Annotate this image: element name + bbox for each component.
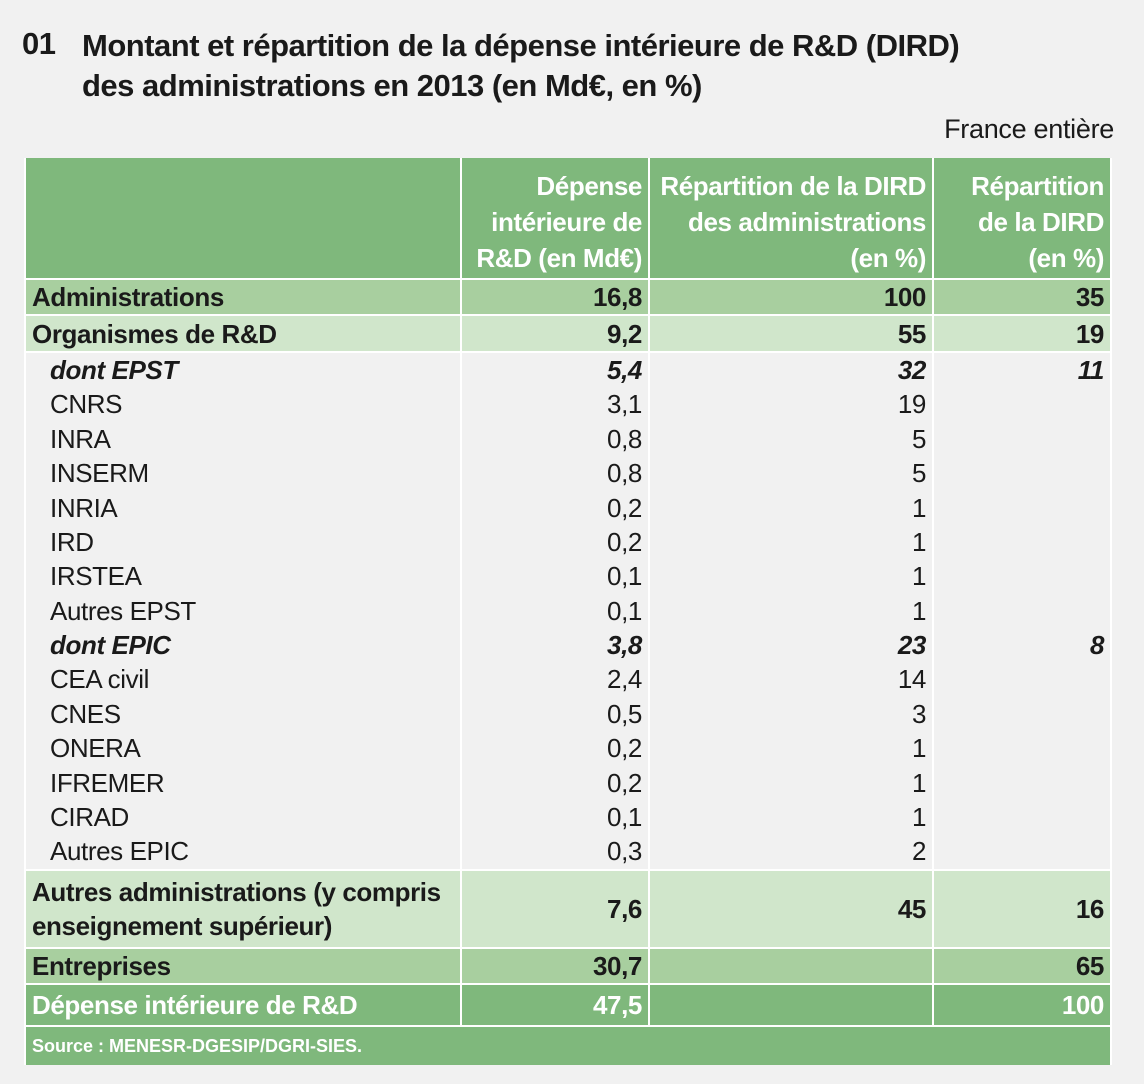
table-container <box>24 158 1110 1065</box>
row-label: dont EPST <box>25 352 461 387</box>
cell-rep-dird <box>933 697 1111 731</box>
cell-md: 3,1 <box>461 387 649 421</box>
header-repartition-dird <box>933 158 1111 279</box>
cell-rep-admin <box>649 984 933 1026</box>
row-label-line-1: Autres administrations (y compris <box>32 876 441 907</box>
cell-md: 2,4 <box>461 662 649 696</box>
cell-rep-admin: 5 <box>649 456 933 490</box>
header-depense-l1: Dépense <box>536 171 642 201</box>
row-entreprises <box>25 948 1111 984</box>
cell-md: 47,5 <box>461 984 649 1026</box>
cell-rep-dird: 35 <box>933 279 1111 315</box>
row-dont-epst <box>25 352 1111 387</box>
header-rep-dird-l2: de la DIRD <box>977 207 1104 237</box>
title-line-2: des administrations en 2013 (en Md€, en %) <box>82 68 702 103</box>
cell-rep-admin: 1 <box>649 800 933 834</box>
header-depense-l3: R&D (en Md€) <box>476 243 642 273</box>
row-label: ONERA <box>25 731 461 765</box>
header-rep-admin-l1: Répartition de la DIRD <box>660 171 926 201</box>
row-label-line-2: enseignement supérieur) <box>32 910 332 941</box>
header-depense-l2: intérieure de <box>491 207 642 237</box>
table-row <box>25 765 1111 799</box>
row-label: CIRAD <box>25 800 461 834</box>
cell-rep-admin: 2 <box>649 834 933 869</box>
cell-md: 0,1 <box>461 559 649 593</box>
row-label: Dépense intérieure de R&D <box>25 984 461 1026</box>
table-row <box>25 525 1111 559</box>
cell-rep-dird <box>933 765 1111 799</box>
cell-rep-admin: 1 <box>649 559 933 593</box>
row-label: CEA civil <box>25 662 461 696</box>
table-number: 01 <box>22 26 56 61</box>
cell-rep-dird <box>933 662 1111 696</box>
cell-rep-admin: 5 <box>649 422 933 456</box>
cell-rep-dird: 16 <box>933 870 1111 948</box>
cell-md: 9,2 <box>461 315 649 351</box>
cell-rep-admin: 1 <box>649 594 933 628</box>
cell-rep-dird <box>933 731 1111 765</box>
cell-rep-dird <box>933 422 1111 456</box>
cell-rep-dird <box>933 800 1111 834</box>
cell-rep-admin: 1 <box>649 525 933 559</box>
header-row <box>25 158 1111 279</box>
table-row <box>25 456 1111 490</box>
cell-md: 0,2 <box>461 490 649 524</box>
cell-md: 3,8 <box>461 628 649 662</box>
header-label-col <box>25 158 461 279</box>
cell-md: 7,6 <box>461 870 649 948</box>
cell-rep-admin: 1 <box>649 765 933 799</box>
cell-rep-admin: 3 <box>649 697 933 731</box>
cell-rep-dird: 19 <box>933 315 1111 351</box>
cell-rep-admin: 14 <box>649 662 933 696</box>
header-repartition-admin <box>649 158 933 279</box>
row-label: Entreprises <box>25 948 461 984</box>
cell-rep-admin: 45 <box>649 870 933 948</box>
row-label: IRD <box>25 525 461 559</box>
row-label: CNRS <box>25 387 461 421</box>
scope-label: France entière <box>944 114 1114 144</box>
cell-md: 0,2 <box>461 765 649 799</box>
cell-rep-dird: 100 <box>933 984 1111 1026</box>
cell-rep-dird <box>933 456 1111 490</box>
header-rep-dird-l3: (en %) <box>1028 243 1104 273</box>
row-label: Autres EPST <box>25 594 461 628</box>
cell-md: 0,2 <box>461 525 649 559</box>
cell-md: 30,7 <box>461 948 649 984</box>
row-label <box>25 870 461 948</box>
row-label: dont EPIC <box>25 628 461 662</box>
row-label: INSERM <box>25 456 461 490</box>
cell-rep-dird: 11 <box>933 352 1111 387</box>
table-title <box>82 26 1082 106</box>
cell-rep-admin: 1 <box>649 490 933 524</box>
cell-md: 0,5 <box>461 697 649 731</box>
row-label: INRIA <box>25 490 461 524</box>
source-row <box>25 1026 1111 1065</box>
row-total <box>25 984 1111 1026</box>
row-label: Autres EPIC <box>25 834 461 869</box>
title-line-1: Montant et répartition de la dépense intérieure de R&D (DIRD) <box>82 28 960 63</box>
cell-rep-dird <box>933 559 1111 593</box>
row-label: INRA <box>25 422 461 456</box>
cell-md: 0,1 <box>461 800 649 834</box>
row-label: CNES <box>25 697 461 731</box>
cell-md: 0,2 <box>461 731 649 765</box>
header-rep-dird-l1: Répartition <box>971 171 1104 201</box>
cell-rep-dird <box>933 490 1111 524</box>
cell-rep-admin: 32 <box>649 352 933 387</box>
table-row <box>25 559 1111 593</box>
table-row <box>25 800 1111 834</box>
cell-rep-admin: 19 <box>649 387 933 421</box>
table-row <box>25 387 1111 421</box>
cell-md: 5,4 <box>461 352 649 387</box>
cell-md: 0,3 <box>461 834 649 869</box>
table-row <box>25 662 1111 696</box>
cell-rep-dird <box>933 594 1111 628</box>
cell-rep-admin: 55 <box>649 315 933 351</box>
cell-rep-admin: 1 <box>649 731 933 765</box>
cell-md: 16,8 <box>461 279 649 315</box>
row-label: Administrations <box>25 279 461 315</box>
cell-rep-dird <box>933 525 1111 559</box>
row-label: Organismes de R&D <box>25 315 461 351</box>
table-row <box>25 834 1111 869</box>
cell-md: 0,8 <box>461 422 649 456</box>
cell-rep-admin: 23 <box>649 628 933 662</box>
source-note: Source : MENESR-DGESIP/DGRI-SIES. <box>25 1026 1111 1065</box>
cell-md: 0,1 <box>461 594 649 628</box>
cell-md: 0,8 <box>461 456 649 490</box>
row-dont-epic <box>25 628 1111 662</box>
header-depense <box>461 158 649 279</box>
header-rep-admin-l3: (en %) <box>850 243 926 273</box>
cell-rep-admin <box>649 948 933 984</box>
row-label: IFREMER <box>25 765 461 799</box>
cell-rep-dird: 65 <box>933 948 1111 984</box>
row-administrations <box>25 279 1111 315</box>
row-autres-administrations <box>25 870 1111 948</box>
table-row <box>25 697 1111 731</box>
table-row <box>25 594 1111 628</box>
cell-rep-dird: 8 <box>933 628 1111 662</box>
cell-rep-dird <box>933 834 1111 869</box>
header-rep-admin-l2: des administrations <box>687 207 926 237</box>
cell-rep-admin: 100 <box>649 279 933 315</box>
table-row <box>25 422 1111 456</box>
row-label: IRSTEA <box>25 559 461 593</box>
row-organismes <box>25 315 1111 351</box>
dird-table <box>24 158 1112 1065</box>
table-row <box>25 731 1111 765</box>
table-row <box>25 490 1111 524</box>
cell-rep-dird <box>933 387 1111 421</box>
